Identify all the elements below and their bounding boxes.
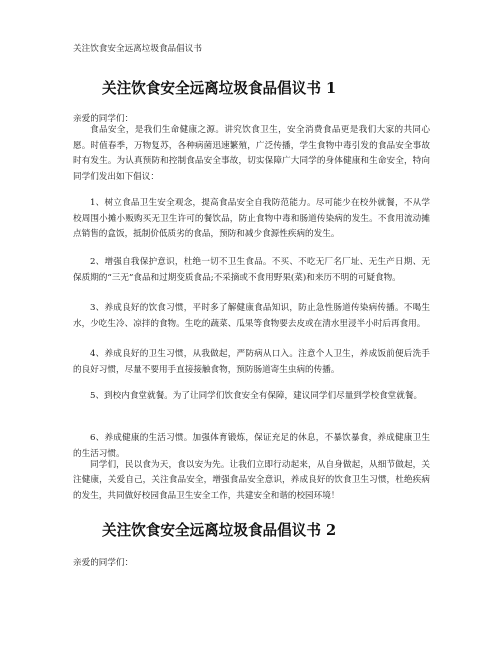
proposal-paragraph-4: 4、养成良好的卫生习惯，从我做起，严防病从口入。注意个人卫生，养成饭前便后洗手的良好习惯，尽量不要用手直接接触食物，预防肠道寄生虫病的传播。 xyxy=(73,349,430,375)
greeting-1: 亲爱的同学们： xyxy=(73,114,134,124)
proposal-paragraph-1: 1、树立食品卫生安全观念，提高食品安全自我防范能力。尽可能少在校外就餐，不从学校周围小摊小贩购买无卫生许可的餐饮品，防止食物中毒和肠道传染病的发生。不食用流动摊点销售的盒饭，抵制价低质劣的食品，预防和减少食源性疾病的发生。 xyxy=(73,198,430,240)
closing-paragraph: 同学们，民以食为天，食以安为先。让我们立即行动起来，从自身做起，从细节做起，关注健康，关爱自己，关注食品安全，增强食品安全意识，养成良好的饮食卫生习惯，杜绝疾病的发生，共同做好校园食品卫生安全工作，共建安全和谐的校园环境！ xyxy=(73,460,430,501)
document-header: 关注饮食安全远离垃圾食品倡议书 xyxy=(73,44,202,54)
intro-paragraph: 食品安全，是我们生命健康之源。讲究饮食卫生，安全消费食品更是我们大家的共同心愿。时值春季，万物复苏，各种病菌迅速繁殖，广泛传播，学生食物中毒引发的食品安全事故时有发生。为认真预防和控制食品安全事故，切实保障广大同学的身体健康和生命安全，特向同学们发出如下倡议： xyxy=(73,125,430,183)
greeting-2: 亲爱的同学们： xyxy=(73,558,134,568)
proposal-paragraph-6: 6、养成健康的生活习惯。加强体育锻炼，保证充足的休息，不暴饮暴食，养成健康卫生的生活习惯。 xyxy=(73,433,430,459)
section-title-2: 关注饮食安全远离垃圾食品倡议书 2 xyxy=(102,522,337,539)
proposal-paragraph-2: 2、增强自我保护意识，杜绝一切不卫生食品。不买、不吃无厂名厂址、无生产日期、无保质期的“三无”食品和过期变质食品;不采摘或不食用野果(菜)和来历不明的可疑食物。 xyxy=(73,257,430,283)
section-title-1: 关注饮食安全远离垃圾食品倡议书 1 xyxy=(102,80,337,97)
proposal-paragraph-3: 3、养成良好的饮食习惯，平时多了解健康食品知识，防止急性肠道传染病传播。不喝生水，少吃生冷、凉拌的食物。生吃的蔬菜、瓜果等食物要去皮或在清水里浸半小时后再食用。 xyxy=(73,303,430,329)
proposal-paragraph-5: 5、到校内食堂就餐。为了让同学们饮食安全有保障，建议同学们尽量到学校食堂就餐。 xyxy=(90,391,423,401)
